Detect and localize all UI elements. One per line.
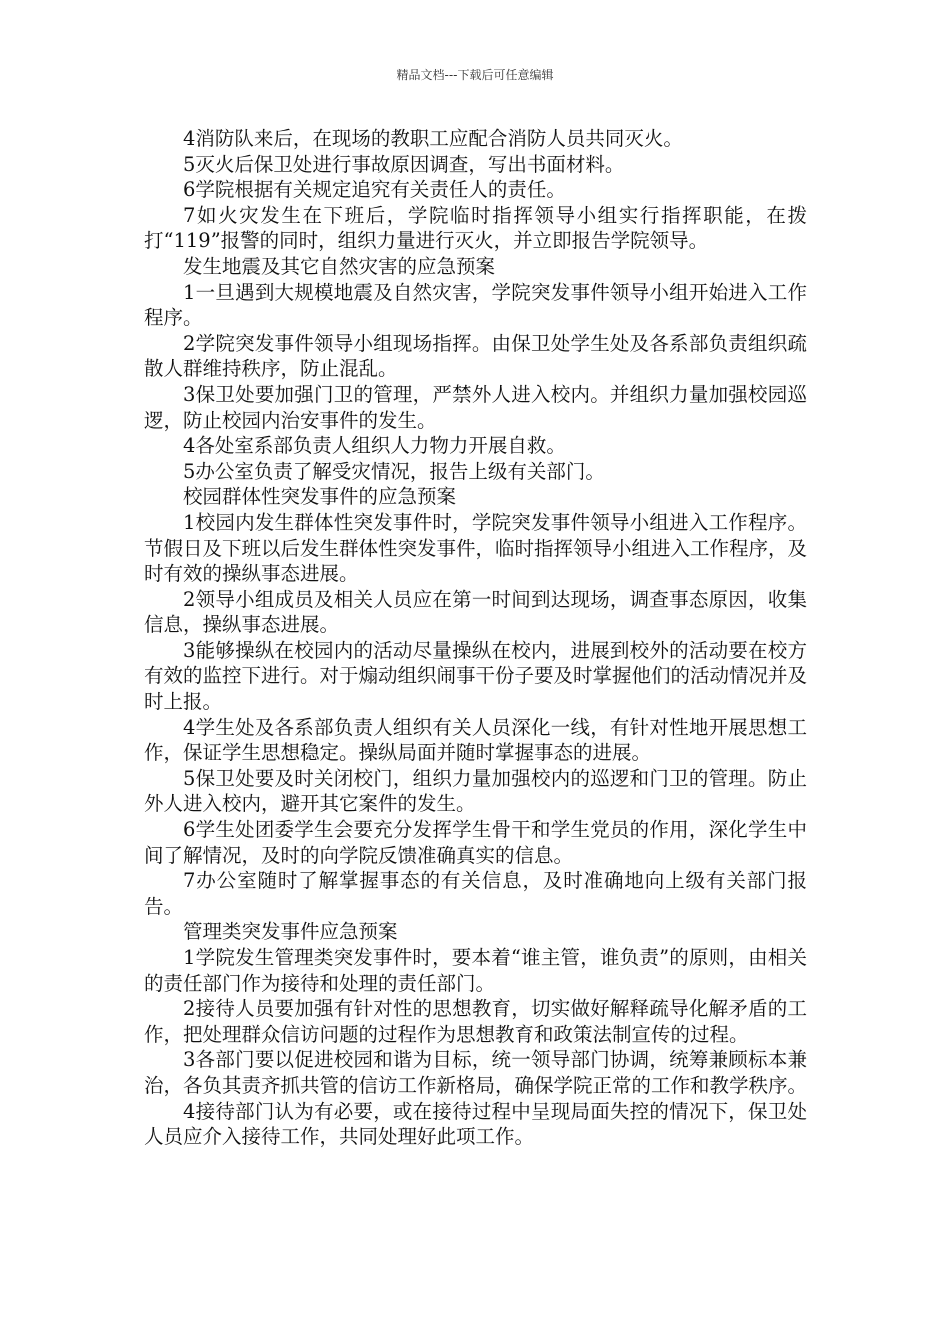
section-heading: 校园群体性突发事件的应急预案 — [183, 485, 457, 509]
paragraph: 5灭火后保卫处进行事故原因调查，写出书面材料。 — [183, 152, 625, 176]
paragraph: 2接待人员要加强有针对性的思想教育，切实做好解释疏导化解矛盾的工作，把处理群众信访问题的过程作为思想教育和政策法制宣传的过程。 — [144, 997, 807, 1046]
document-body — [144, 126, 807, 1150]
section-heading: 发生地震及其它自然灾害的应急预案 — [183, 254, 496, 278]
paragraph: 3保卫处要加强门卫的管理，严禁外人进入校内。并组织力量加强校园巡逻，防止校园内治安事件的发生。 — [144, 382, 807, 432]
paragraph: 4接待部门认为有必要，或在接待过程中呈现局面失控的情况下，保卫处人员应介入接待工作，共同处理好此项工作。 — [144, 1099, 807, 1149]
paragraph: 4消防队来后，在现场的教职工应配合消防人员共同灭火。 — [183, 127, 683, 150]
paragraph: 4学生处及各系部负责人组织有关人员深化一线，有针对性地开展思想工作，保证学生思想稳定。操纵局面并随时掌握事态的进展。 — [144, 715, 807, 765]
paragraph: 1一旦遇到大规模地震及自然灾害，学院突发事件领导小组开始进入工作程序。 — [144, 280, 807, 330]
paragraph: 1校园内发生群体性突发事件时，学院突发事件领导小组进入工作程序。节假日及下班以后发生群体性突发事件，临时指挥领导小组进入工作程序，及时有效的操纵事态进展。 — [144, 510, 808, 586]
paragraph: 5办公室负责了解受灾情况，报告上级有关部门。 — [183, 459, 605, 483]
section-heading: 管理类突发事件应急预案 — [183, 920, 398, 944]
paragraph: 3能够操纵在校园内的活动尽量操纵在校内，进展到校外的活动要在校方有效的监控下进行。对于煽动组织闹事干份子要及时掌握他们的活动情况并及时上报。 — [144, 638, 808, 714]
paragraph: 6学院根据有关规定追究有关责任人的责任。 — [183, 178, 566, 202]
paragraph: 2学院突发事件领导小组现场指挥。由保卫处学生处及各系部负责组织疏散人群维持秩序，防止混乱。 — [144, 331, 807, 381]
paragraph: 7如火灾发生在下班后，学院临时指挥领导小组实行指挥职能，在拨打“119”报警的同时，组织力量进行灭火，并立即报告学院领导。 — [144, 203, 807, 253]
paragraph: 5保卫处要及时关闭校门，组织力量加强校内的巡逻和门卫的管理。防止外人进入校内，避开其它案件的发生。 — [144, 766, 807, 816]
paragraph: 3各部门要以促进校园和谐为目标，统一领导部门协调，统筹兼顾标本兼治，各负其责齐抓共管的信访工作新格局，确保学院正常的工作和教学秩序。 — [144, 1048, 808, 1097]
paragraph: 2领导小组成员及相关人员应在第一时间到达现场，调查事态原因，收集信息，操纵事态进展。 — [144, 587, 807, 637]
paragraph: 1学院发生管理类突发事件时，要本着“谁主管，谁负责”的原则，由相关的责任部门作为接待和处理的责任部门。 — [144, 946, 807, 995]
paragraph: 7办公室随时了解掌握事态的有关信息，及时准确地向上级有关部门报告。 — [144, 869, 807, 918]
paragraph: 4各处室系部负责人组织人力物力开展自救。 — [183, 434, 566, 458]
paragraph: 6学生处团委学生会要充分发挥学生骨干和学生党员的作用，深化学生中间了解情况，及时的向学院反馈准确真实的信息。 — [144, 818, 807, 867]
page-header: 精品文档---下载后可任意编辑 — [396, 68, 554, 82]
